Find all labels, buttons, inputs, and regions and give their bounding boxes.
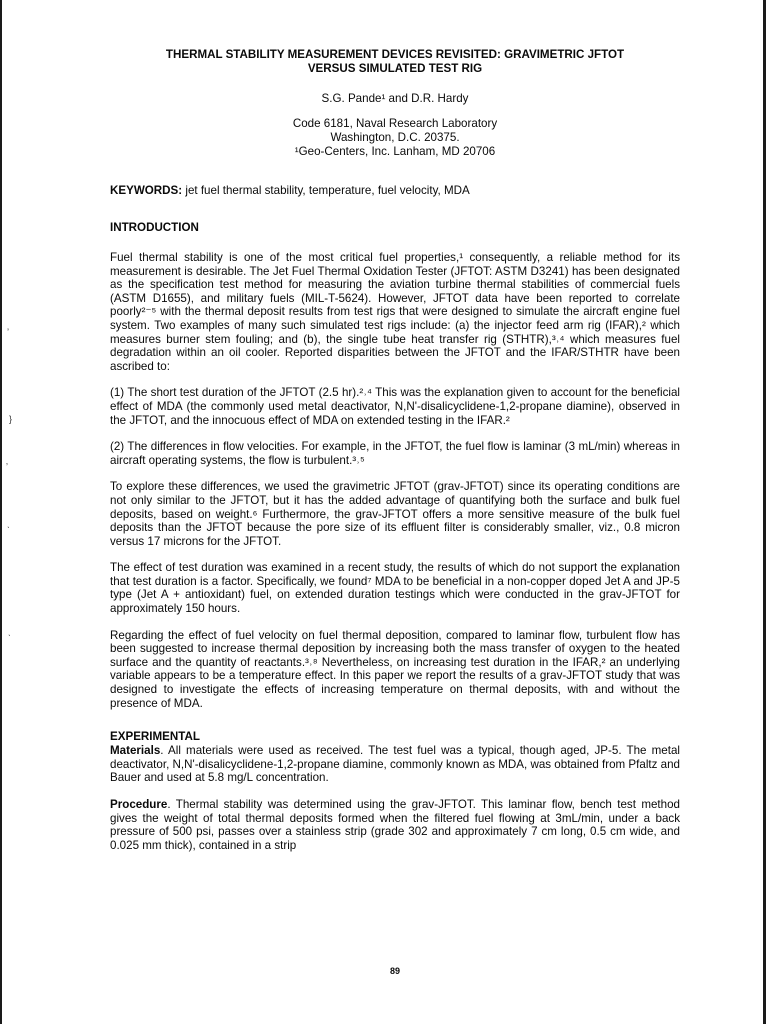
paragraph: Regarding the effect of fuel velocity on fuel thermal deposition, compared to laminar flow, turbulent flow has been suggested to increase thermal deposition by increasing both the mass transfer of oxygen to the heated surface and the quantity of reactants.³˒⁸ Nevertheless, on increasing test duration in the IFAR,² an underlying variable appears to be a temperature effect. In this paper we report the results of a grav-JFTOT study that was designed to investigate the effects of increasing temperature on thermal deposits, with and without the presence of MDA. [110,628,680,710]
title-line: VERSUS SIMULATED TEST RIG [307,62,483,75]
section-heading-introduction: INTRODUCTION [110,221,199,234]
scan-border-right [763,0,766,1024]
margin-mark: } [9,414,13,424]
paper-title [110,48,680,76]
page-number: 89 [389,966,400,976]
keywords [110,184,680,198]
authors: S.G. Pande¹ and D.R. Hardy [321,92,469,105]
paragraph: To explore these differences, we used the gravimetric JFTOT (grav-JFTOT) since its operating conditions are not only similar to the JFTOT, but it has the added advantage of quantifying both the surface and bulk fuel deposits, based on weight.⁶ Furthermore, the grav-JFTOT offers a more sensitive measure of the bulk fuel deposits than the JFTOT because the pore size of its effluent filter is considerably smaller, viz., 0.8 micron versus 17 microns for the JFTOT. [110,480,680,548]
procedure-label: Procedure [110,798,168,811]
paragraph: Fuel thermal stability is one of the most critical fuel properties,¹ consequently, a reliable method for its measurement is desirable. The Jet Fuel Thermal Oxidation Tester (JFTOT: ASTM D3241) has been designated as the specification test method for measuring the aviation turbine thermal stabilities of commercial fuels (ASTM D1655), and military fuels (MIL-T-5624). However, JFTOT data have been reported to correlate poorly²⁻⁵ with the thermal deposit results from test rigs that were designed to simulate the aircraft engine fuel system. Two examples of many such simulated test rigs include: (a) the injector feed arm rig (IFAR),² which measures burner stem fouling; and (b), the single tube heat transfer rig (STHTR),³˒⁴ which measures fuel degradation within an oil cooler. Reported disparities between the JFTOT and the IFAR/STHTR have been ascribed to: [110,251,680,373]
margin-mark: ˎ [7,518,10,528]
affiliation-line: Washington, D.C. 20375. [330,131,460,144]
margin-mark: ʼ [6,462,8,472]
section-heading-experimental: EXPERIMENTAL [110,730,200,744]
keywords-text: jet fuel thermal stability, temperature, fuel velocity, MDA [182,184,470,197]
affiliation-line: Code 6181, Naval Research Laboratory [292,117,498,130]
margin-mark: ’ [7,327,9,337]
paragraph: (2) The differences in flow velocities. For example, in the JFTOT, the fuel flow is laminar (3 mL/min) whereas in aircraft operating systems, the flow is turbulent.³˒⁵ [110,440,680,467]
paragraph: (1) The short test duration of the JFTOT (2.5 hr).²˒⁴ This was the explanation given to account for the beneficial effect of MDA (the commonly used metal deactivator, N,N'-disalicyclidene-1,2-propane diamine), observed in the JFTOT, and the innocuous effect of MDA on extended testing in the IFAR.² [110,386,680,427]
keywords-label: KEYWORDS: [110,184,183,197]
affiliation-line: ¹Geo-Centers, Inc. Lanham, MD 20706 [294,145,496,158]
paragraph-materials [110,744,680,785]
materials-label: Materials [110,744,161,758]
materials-text: . All materials were used as received. The test fuel was a typical, though aged, JP-5. The metal deactivator, N,N'-disalicyclidene-1,2-propane diamine, commonly known as MDA, was obtained from Pfaltz and Bauer and used at 5.8 mg/L concentration. [110,744,680,785]
scan-border-left [0,0,2,1024]
procedure-text: . Thermal stability was determined using the grav-JFTOT. This laminar flow, bench test method gives the weight of total thermal deposits formed when the filtered fuel flowing at 3mL/min, under a back pressure of 500 psi, passes over a stainless strip (grade 302 and approximately 7 cm long, 0.5 cm wide, and 0.025 mm thick), contained in a strip [110,798,680,852]
affiliation [110,117,680,159]
paragraph-procedure [110,798,680,852]
margin-mark: ˎ [8,626,11,636]
paragraph: The effect of test duration was examined in a recent study, the results of which do not support the explanation that test duration is a factor. Specifically, we found⁷ MDA to be beneficial in a non-copper doped Jet A and JP-5 type (Jet A + antioxidant) fuel, on extended duration testings which were conducted in the grav-JFTOT for approximately 150 hours. [110,561,680,616]
title-line: THERMAL STABILITY MEASUREMENT DEVICES REVISITED: GRAVIMETRIC JFTOT [165,48,625,61]
paper-page [110,48,680,976]
